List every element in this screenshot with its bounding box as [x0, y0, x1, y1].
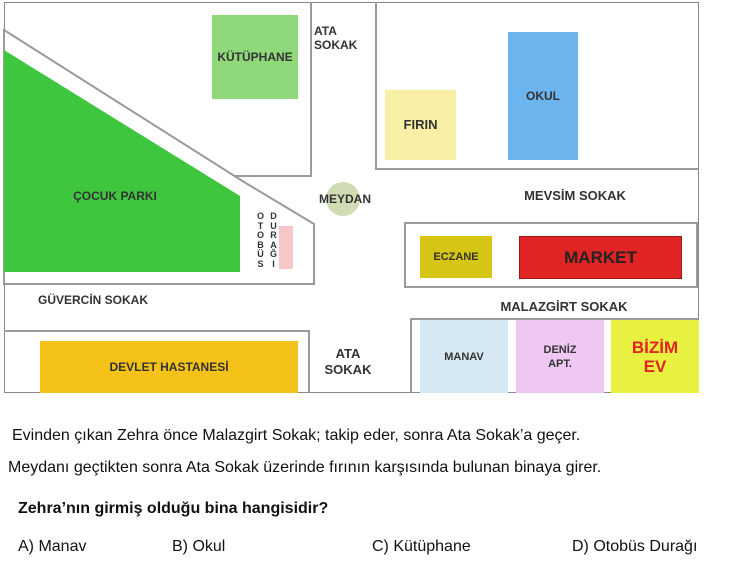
option-b[interactable]: B) Okul	[172, 538, 226, 555]
option-d[interactable]: D) Otobüs Durağı	[572, 538, 698, 555]
bizim-ev-building: BİZİM EV	[611, 320, 699, 393]
meydan-label: MEYDAN	[318, 192, 371, 206]
option-c[interactable]: C) Kütüphane	[372, 538, 471, 555]
malazgirt-sokak-label: MALAZGİRT SOKAK	[500, 299, 628, 314]
kutuphane-building: KÜTÜPHANE	[212, 15, 298, 99]
question-prompt: Zehra’nın girmiş olduğu bina hangisidir?	[18, 500, 329, 517]
okul-building: OKUL	[508, 32, 578, 160]
ata-sokak-bottom-label: ATA SOKAK	[324, 346, 372, 377]
firin-building: FIRIN	[385, 90, 456, 160]
option-a[interactable]: A) Manav	[18, 538, 87, 555]
deniz-apt-building: DENİZ APT.	[516, 320, 604, 393]
cocuk-parki-label: ÇOCUK PARKI	[73, 189, 157, 203]
guvercin-sokak-label: GÜVERCİN SOKAK	[38, 293, 149, 307]
question-line-1: Evinden çıkan Zehra önce Malazgirt Sokak; takip eder, sonra Ata Sokak’a geçer.	[12, 427, 581, 444]
duragi-label-column: D U R A Ğ I	[269, 211, 277, 269]
question-line-2: Meydanı geçtikten sonra Ata Sokak üzerinde fırının karşısında bulunan binaya girer.	[8, 459, 602, 476]
ata-sokak-top-label: ATA SOKAK	[314, 24, 358, 52]
otobus-duragi-marker	[279, 226, 293, 269]
otobus-label-column: O T O B Ü S	[256, 211, 264, 269]
eczane-building: ECZANE	[420, 236, 492, 278]
devlet-hastanesi-building: DEVLET HASTANESİ	[40, 341, 298, 393]
manav-building: MANAV	[420, 320, 508, 393]
market-building: MARKET	[519, 236, 682, 279]
mevsim-sokak-label: MEVSİM SOKAK	[524, 188, 626, 203]
